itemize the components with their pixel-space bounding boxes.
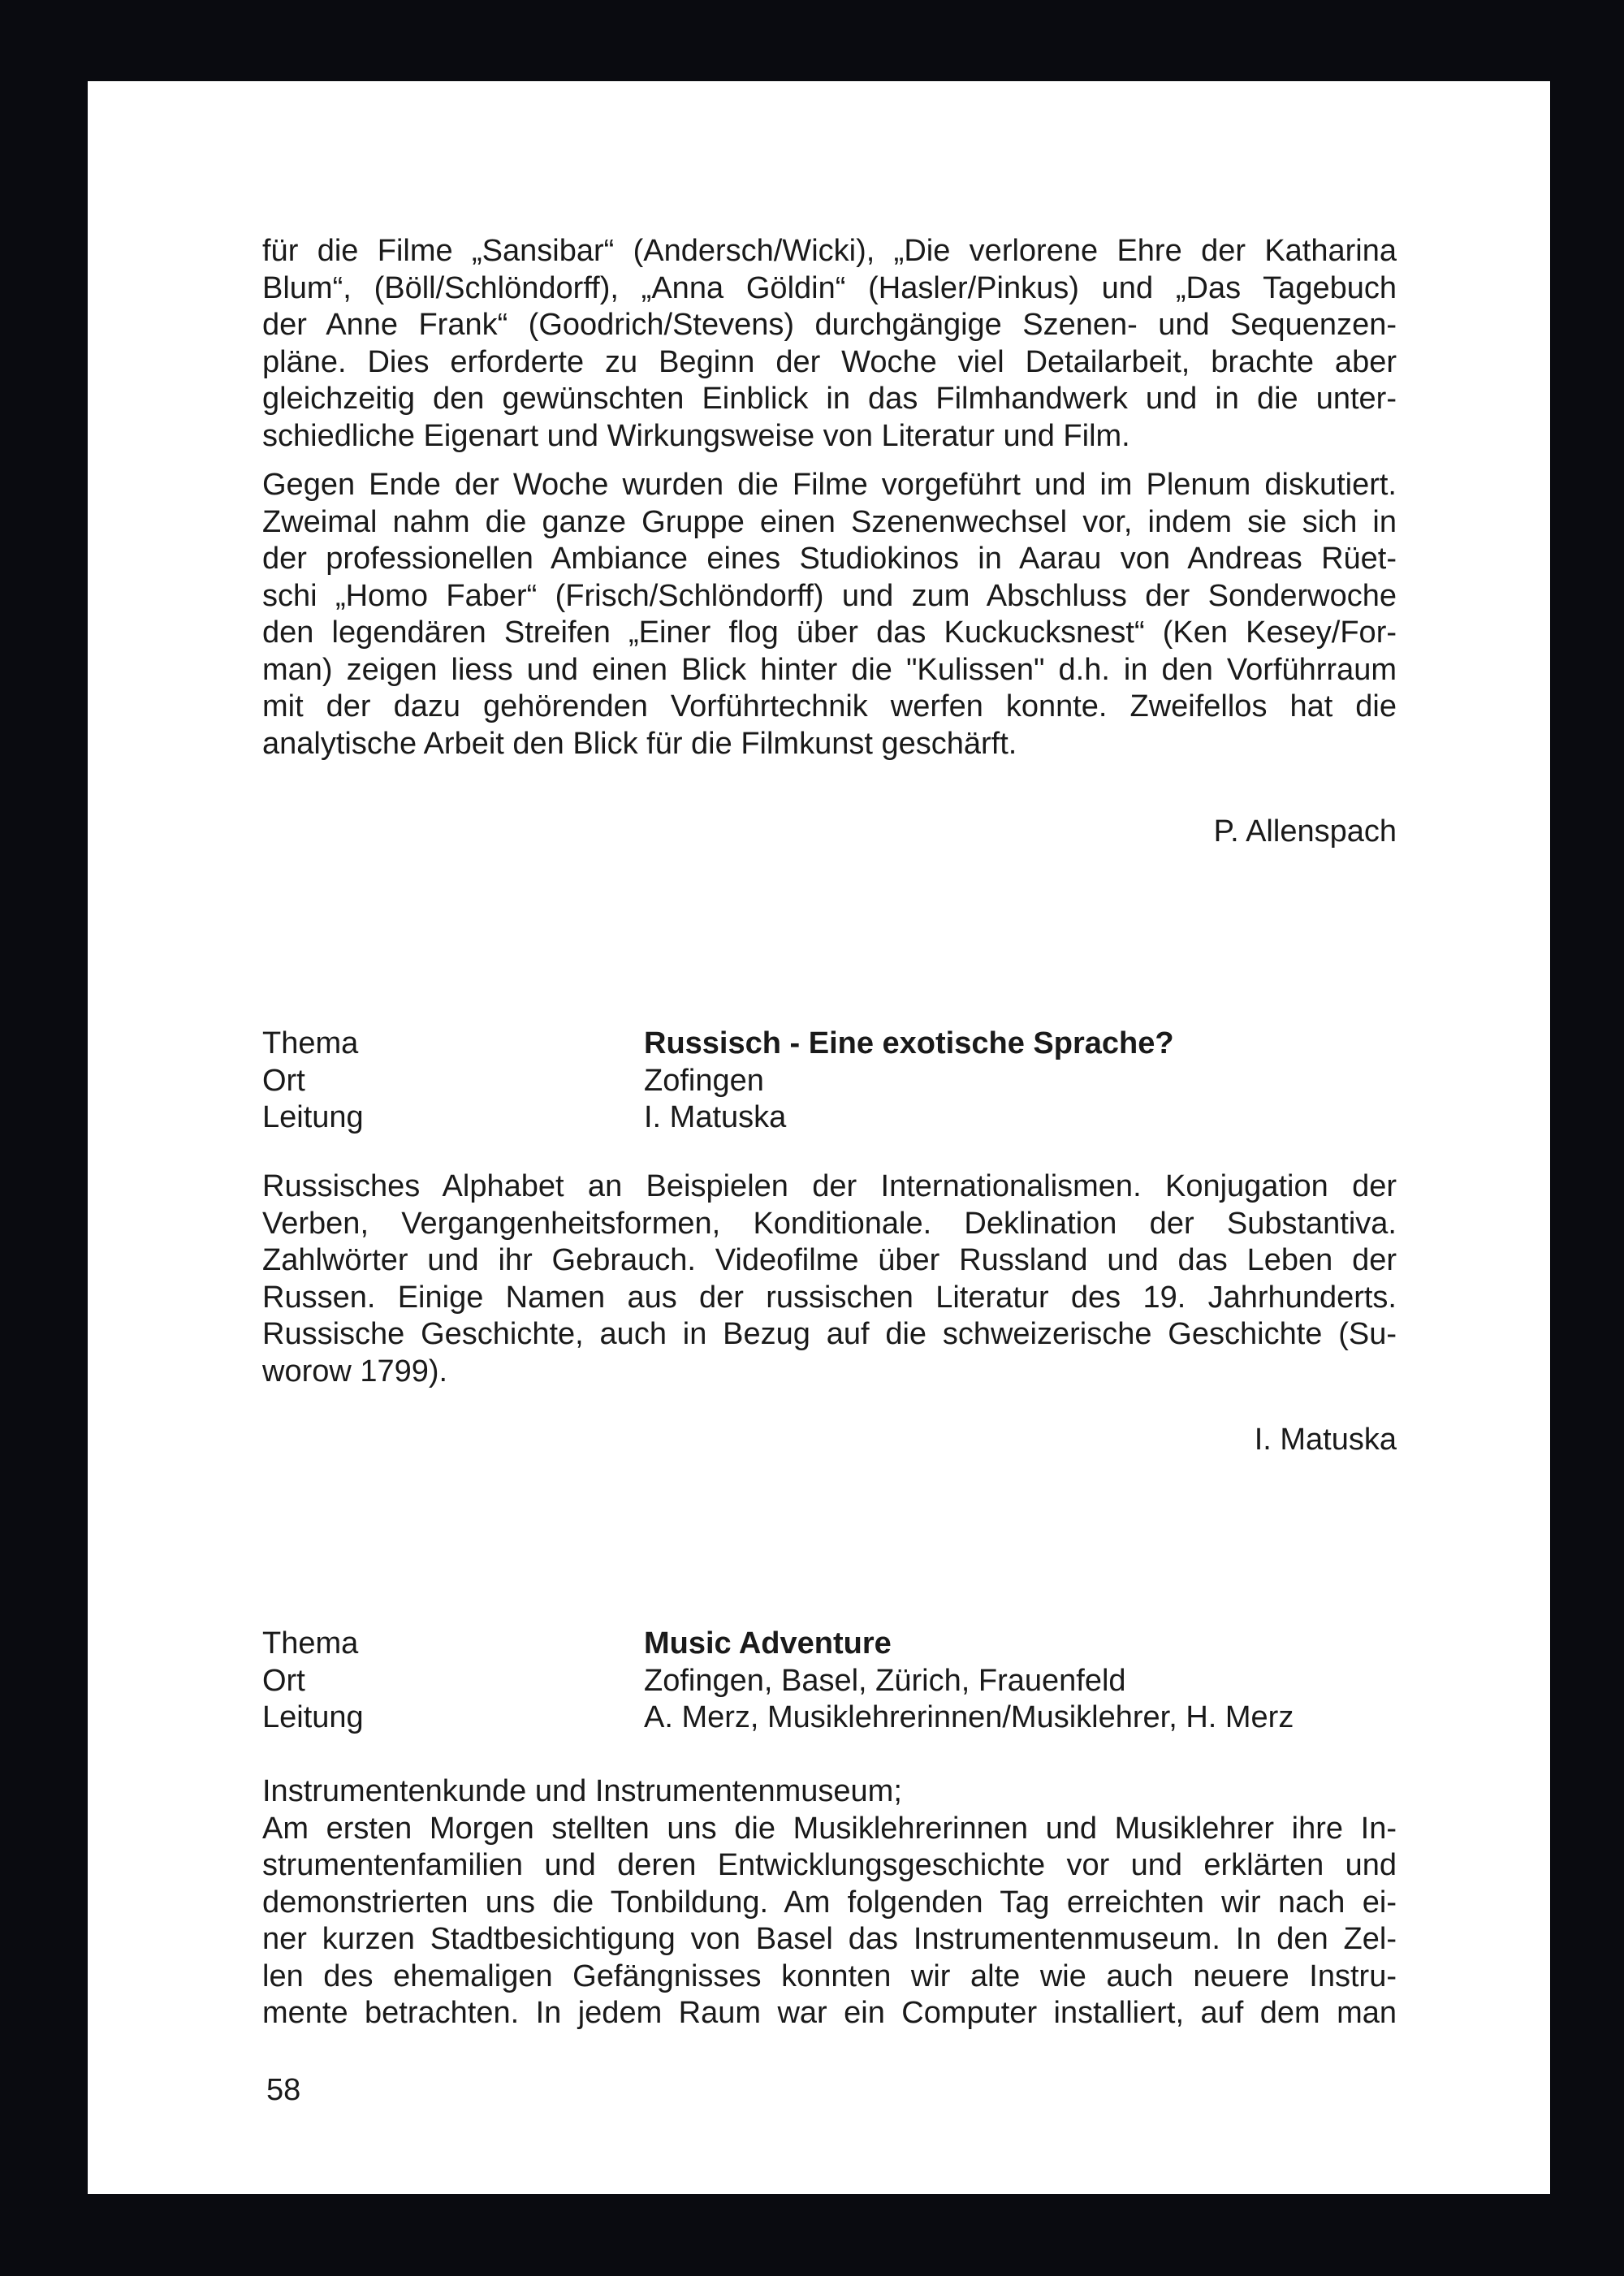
intro-paragraph-2: [262, 467, 1397, 762]
meta-value: Zofingen, Basel, Zürich, Frauenfeld: [644, 1663, 1126, 1698]
section-title: Music Adventure: [644, 1626, 892, 1661]
music-paragraph: [262, 1773, 1397, 2032]
meta-row-thema: [262, 1026, 1397, 1063]
subheading-line: Instrumentenkunde und Instrumentenmuseum;: [262, 1774, 902, 1808]
meta-row-ort: [262, 1063, 1397, 1100]
text-line: man) zeigen liess und einen Blick hinter die "Kulissen" d.h. in den Vorführraum: [262, 652, 1397, 687]
text-line: Russisches Alphabet an Beispielen der Internationalismen. Konjugation der: [262, 1169, 1397, 1203]
text-line: Blum“, (Böll/Schlöndorff), „Anna Göldin“ (Hasler/Pinkus) und „Das Tagebuch: [262, 270, 1397, 305]
text-line: strumentenfamilien und deren Entwicklungsgeschichte vor und erklärten und: [262, 1848, 1397, 1882]
meta-label: Leitung: [262, 1100, 364, 1134]
meta-label: Ort: [262, 1663, 305, 1698]
text-line: ner kurzen Stadtbesichtigung von Basel das Instrumentenmuseum. In den Zel-: [262, 1922, 1397, 1956]
meta-value: Zofingen: [644, 1063, 764, 1098]
meta-row-thema: [262, 1626, 1397, 1663]
text-line: Gegen Ende der Woche wurden die Filme vorgeführt und im Plenum diskutiert.: [262, 468, 1397, 502]
text-line: der professionellen Ambiance eines Studiokinos in Aarau von Andreas Rüet-: [262, 542, 1397, 576]
meta-row-leitung: [262, 1099, 1397, 1137]
text-line: gleichzeitig den gewünschten Einblick in das Filmhandwerk und in die unter-: [262, 382, 1397, 416]
text-line: Zweimal nahm die ganze Gruppe einen Szenenwechsel vor, indem sie sich in: [262, 504, 1397, 539]
intro-paragraph-1: [262, 233, 1397, 455]
text-line: schiedliche Eigenart und Wirkungsweise von Literatur und Film.: [262, 418, 1130, 453]
meta-row-ort: [262, 1663, 1397, 1700]
text-line: analytische Arbeit den Blick für die Filmkunst geschärft.: [262, 726, 1017, 761]
music-meta-table: [262, 1626, 1397, 1737]
russisch-meta-table: [262, 1026, 1397, 1137]
meta-value: I. Matuska: [644, 1100, 787, 1134]
meta-value: A. Merz, Musiklehrerinnen/Musiklehrer, H. Merz: [644, 1700, 1294, 1734]
text-line: Russische Geschichte, auch in Bezug auf die schweizerische Geschichte (Su-: [262, 1317, 1397, 1351]
text-line: len des ehemaligen Gefängnisses konnten wir alte wie auch neuere Instru-: [262, 1959, 1397, 1993]
text-line: mit der dazu gehörenden Vorführtechnik werfen konnte. Zweifellos hat die: [262, 689, 1397, 723]
text-line: Verben, Vergangenheitsformen, Konditionale. Deklination der Substantiva.: [262, 1206, 1397, 1241]
text-line: Am ersten Morgen stellten uns die Musiklehrerinnen und Musiklehrer ihre In-: [262, 1811, 1397, 1846]
document-page: [88, 81, 1550, 2194]
meta-label: Leitung: [262, 1700, 364, 1734]
text-line: der Anne Frank“ (Goodrich/Stevens) durchgängige Szenen- und Sequenzen-: [262, 308, 1397, 342]
text-line: pläne. Dies erforderte zu Beginn der Woche viel Detailarbeit, brachte aber: [262, 344, 1397, 379]
section-title: Russisch - Eine exotische Sprache?: [644, 1026, 1174, 1060]
text-line: mente betrachten. In jedem Raum war ein Computer installiert, auf dem man: [262, 1996, 1397, 2030]
meta-label: Thema: [262, 1626, 359, 1661]
meta-label: Ort: [262, 1063, 305, 1098]
text-line: für die Filme „Sansibar“ (Andersch/Wicki), „Die verlorene Ehre der Katharina: [262, 234, 1397, 268]
meta-label: Thema: [262, 1026, 359, 1060]
text-line: Russen. Einige Namen aus der russischen Literatur des 19. Jahrhunderts.: [262, 1280, 1397, 1315]
russisch-paragraph: [262, 1168, 1397, 1390]
author-signature: P. Allenspach: [1213, 814, 1397, 849]
text-line: Zahlwörter und ihr Gebrauch. Videofilme über Russland und das Leben der: [262, 1243, 1397, 1277]
text-line: demonstrierten uns die Tonbildung. Am folgenden Tag erreichten wir nach ei-: [262, 1885, 1397, 1920]
text-line: schi „Homo Faber“ (Frisch/Schlöndorff) und zum Abschluss der Sonderwoche: [262, 578, 1397, 613]
text-line: den legendären Streifen „Einer flog über das Kuckucksnest“ (Ken Kesey/For-: [262, 615, 1397, 650]
author-signature: I. Matuska: [1254, 1423, 1397, 1457]
page-number: 58: [266, 2073, 301, 2107]
text-line: worow 1799).: [262, 1354, 448, 1388]
meta-row-leitung: [262, 1699, 1397, 1737]
